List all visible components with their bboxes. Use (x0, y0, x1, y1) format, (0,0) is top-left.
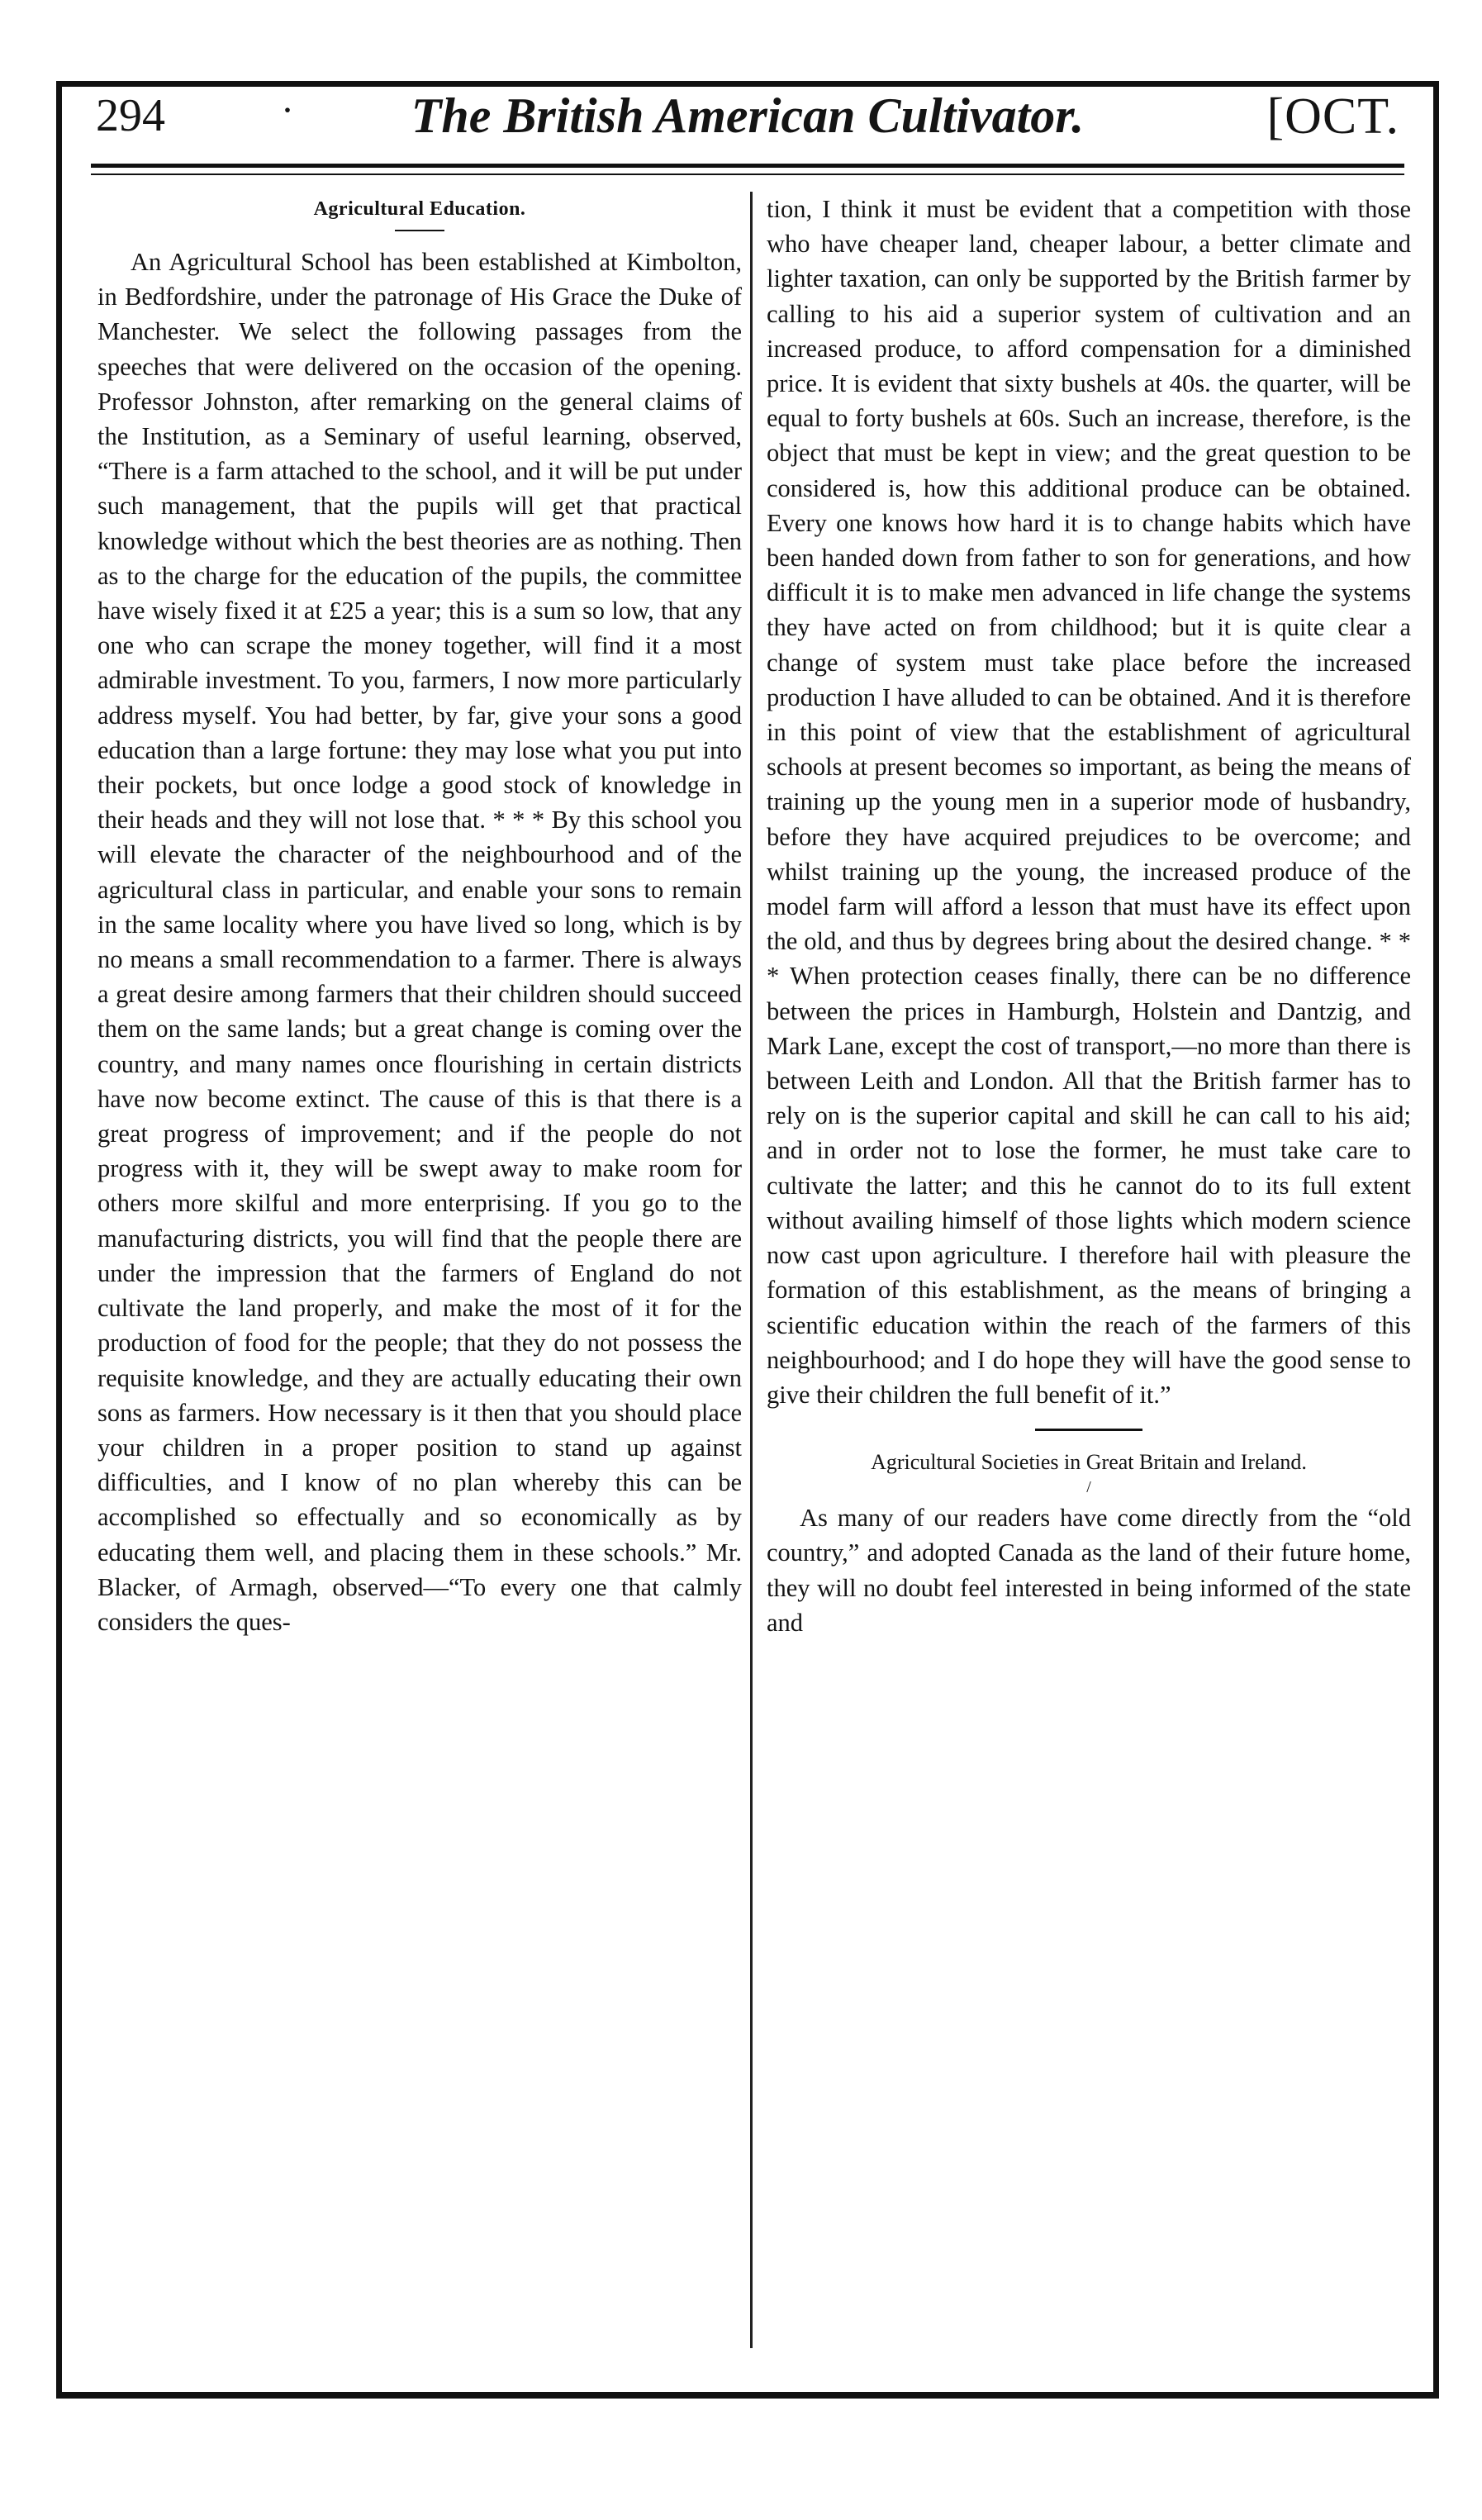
article-paragraph-continued: tion, I think it must be evident that a competition with those who have cheaper land, cheaper labour, a better climate and lighter taxation, can only be supported by the British farmer by calling to his aid a superior system of cultivation and an increased produce, to afford compensation for a diminished price. It is evident that sixty bushels at 40s. the quarter, will be equal to forty bushels at 60s. Such an increase, therefore, is the object that must be kept in view; and the great question to be considered is, how this additional produce can be obtained. Every one knows how hard it is to change habits which have been handed down from father to son for generations, and how difficult it is to make men advanced in life change the systems they have acted on from childhood; but it is quite clear a change of system must take place before the increased production I have alluded to can be obtained. And it is therefore in this point of view that the establishment of agricultural schools at present becomes so important, as being the means of training up the young men in a superior mode of husbandry, before they have acquired prejudices to be overcome; and whilst training up the young, the increased produce of the model farm will afford a lesson that must have its effect upon the old, and thus by degrees bring about the desired change. * * * When protection ceases finally, there can be no difference between the prices in Hamburgh, Holstein and Dantzig, and Mark Lane, except the cost of transport,—no more than there is between Leith and London. All that the British farmer has to rely on is the superior capital and skill he can call to his aid; and in order not to lose the former, he must take care to cultivate the latter; and this he cannot do to its full extent without availing himself of those lights which modern science now cast upon agriculture. I therefore hail with pleasure the formation of this establishment, as the means of bringing a scientific education within the reach of the farmers of this neighbourhood; and I do hope they will have the good sense to give their children the full benefit of it.” (767, 195, 1411, 1409)
article-paragraph: An Agricultural School has been established at Kimbolton, in Bedfordshire, under the patronage of His Grace the Duke of Manchester. We select the following passages from the speeches that were delivered on the occasion of the opening. Professor Johnston, after remarking on the general claims of the Institution, as a Seminary of useful learning, observed, “There is a farm attached to the school, and it will be put under such management, that the pupils will get that practical knowledge without which the best theories are as nothing. Then as to the charge for the education of the pupils, the committee have wisely fixed it at £25 a year; this is a sum so low, that any one who can scrape the money together, will find it a most admirable investment. To you, farmers, I now more particularly address myself. You had better, by far, give your sons a good education than a large fortune: they may lose what you put into their pockets, but once lodge a good stock of knowledge in their heads and they will not lose that. * * * By this school you will elevate the character of the neighbourhood and of the agricultural class in particular, and enable your sons to remain in the same locality where you have lived so long, which is by no means a small recommendation to a farmer. There is always a great desire among farmers that their children should succeed them on the same lands; but a great change is coming over the country, and many names once flourishing in certain districts have now become extinct. The cause of this is that there is a great progress of improvement; and if the people do not progress with it, they will be swept away to make room for others more skilful and more enterprising. If you go to the manufacturing districts, you will find that the people there are under the impression that the farmers of England do not cultivate the land properly, and make the most of it for the production of food for the people; that they do not possess the requisite knowledge, and they are actually educating their own sons as farmers. How necessary is it then that you should place your children in a proper position to stand up against difficulties, and I know of no plan whereby this can be accomplished so effectually and so economically as by educating them well, and placing them in these schools.” Mr. Blacker, of Armagh, observed—“To every one that calmly considers the ques- (97, 248, 742, 1636)
left-column (97, 192, 742, 1639)
header-dot: · (281, 88, 294, 132)
page-header (91, 88, 1404, 162)
article-heading-2: Agricultural Societies in Great Britain and Ireland. (871, 1450, 1307, 1475)
article-2-paragraph: As many of our readers have come directly from the “old country,” and adopted Canada as the land of their future home, they will no doubt feel interested in being informed of the state and (767, 1504, 1411, 1637)
article-separator-rule (1035, 1429, 1142, 1431)
heading-rule (395, 230, 444, 231)
issue-month: [OCT. (1266, 88, 1399, 145)
journal-title: The British American Cultivator. (411, 88, 1085, 143)
heading-tick-mark: / (1086, 1478, 1091, 1497)
column-separator (750, 192, 753, 2348)
article-heading: Agricultural Education. (313, 198, 526, 220)
header-rule-thick (91, 164, 1404, 168)
page-number: 294 (96, 90, 165, 141)
header-rule-thin (91, 174, 1404, 175)
right-column (767, 192, 1411, 1640)
